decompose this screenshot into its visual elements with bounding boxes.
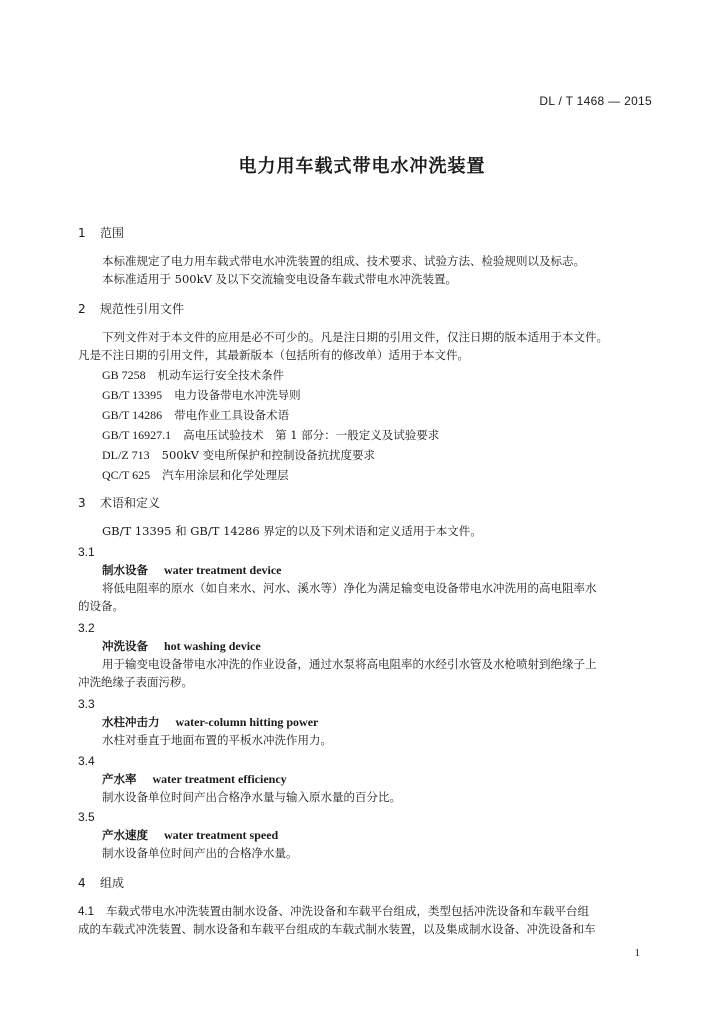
term-english: water treatment speed — [164, 828, 279, 842]
reference-code: GB/T 16927.1 — [102, 428, 172, 442]
reference-title: 机动车运行安全技术条件 — [157, 368, 285, 382]
reference-item — [102, 448, 375, 462]
reference-item — [102, 408, 289, 422]
page-number: 1 — [634, 947, 640, 959]
term-definition: 制水设备单位时间产出的合格净水量。 — [102, 846, 298, 860]
clause-line: 成的车载式冲洗装置、制水设备和车载平台组成的车载式制水装置，以及集成制水设备、冲洗设备和车 — [78, 922, 596, 936]
reference-code: QC/T 625 — [102, 468, 151, 482]
reference-item — [102, 368, 284, 382]
reference-title: 高电压试验技术 第 1 部分：一般定义及试验要求 — [183, 428, 440, 442]
section-title: 术语和定义 — [100, 496, 161, 510]
term-number: 3.5 — [78, 810, 95, 824]
paragraph: 凡是不注日期的引用文件，其最新版本（包括所有的修改单）适用于本文件。 — [78, 348, 469, 362]
term-chinese: 冲洗设备 — [102, 639, 148, 653]
reference-item — [102, 388, 301, 402]
clause-number: 4.1 — [78, 906, 94, 918]
term-heading — [102, 563, 282, 577]
term-heading — [102, 639, 261, 653]
standard-code: DL / T 1468 — 2015 — [539, 94, 652, 108]
term-english: water treatment efficiency — [152, 772, 287, 786]
reference-title: 带电作业工具设备术语 — [174, 408, 290, 422]
document-title: 电力用车载式带电水冲洗装置 — [238, 156, 486, 177]
section-title: 范围 — [100, 226, 125, 240]
reference-code: GB 7258 — [102, 368, 146, 382]
section-number: 1 — [78, 226, 86, 240]
term-heading — [102, 772, 287, 786]
clause-text: 车载式带电水冲洗装置由制水设备、冲洗设备和车载平台组成，类型包括冲洗设备和车载平台组 — [106, 904, 589, 918]
reference-title: 电力设备带电水冲洗导则 — [174, 388, 301, 402]
reference-title: 500kV 变电所保护和控制设备抗扰度要求 — [161, 448, 376, 462]
term-heading — [102, 828, 278, 842]
section-1-heading — [78, 226, 124, 240]
term-definition: 制水设备单位时间产出合格净水量与输入原水量的百分比。 — [102, 790, 401, 804]
reference-code: DL/Z 713 — [102, 448, 150, 462]
section-2-heading — [78, 302, 184, 316]
term-english: water-column hitting power — [175, 715, 319, 729]
term-number: 3.1 — [78, 545, 95, 559]
reference-code: GB/T 13395 — [102, 388, 163, 402]
section-3-heading — [78, 496, 160, 510]
reference-title: 汽车用涂层和化学处理层 — [162, 468, 289, 482]
term-chinese: 制水设备 — [102, 563, 148, 577]
term-number: 3.2 — [78, 621, 95, 635]
paragraph: 本标准规定了电力用车载式带电水冲洗装置的组成、技术要求、试验方法、检验规则以及标志。 — [102, 254, 585, 268]
section-number: 2 — [78, 302, 86, 316]
reference-code: GB/T 14286 — [102, 408, 163, 422]
term-definition: 的设备。 — [78, 599, 124, 613]
term-definition: 水柱对垂直于地面布置的平板水冲洗作用力。 — [102, 733, 332, 747]
term-definition: 用于输变电设备带电水冲洗的作业设备，通过水泵将高电阻率的水经引水管及水枪喷射到绝缘子上 — [102, 657, 597, 671]
reference-item — [102, 468, 289, 482]
term-english: hot washing device — [164, 639, 261, 653]
reference-item — [102, 428, 439, 442]
section-number: 3 — [78, 496, 86, 510]
section-number: 4 — [78, 876, 86, 890]
clause-line — [78, 904, 589, 919]
section-title: 组成 — [100, 876, 125, 890]
term-number: 3.3 — [78, 697, 95, 711]
section-4-heading — [78, 876, 124, 890]
paragraph: GB/T 13395 和 GB/T 14286 界定的以及下列术语和定义适用于本文件。 — [102, 524, 482, 538]
paragraph: 下列文件对于本文件的应用是必不可少的。凡是注日期的引用文件，仅注日期的版本适用于本文件。 — [102, 330, 608, 344]
term-definition: 将低电阻率的原水（如自来水、河水、溪水等）净化为满足输变电设备带电水冲洗用的高电阻率水 — [102, 581, 597, 595]
term-chinese: 水柱冲击力 — [102, 715, 160, 729]
paragraph: 本标准适用于 500kV 及以下交流输变电设备车载式带电水冲洗装置。 — [102, 272, 458, 286]
term-number: 3.4 — [78, 754, 95, 768]
term-chinese: 产水速度 — [102, 828, 148, 842]
term-chinese: 产水率 — [102, 772, 137, 786]
term-definition: 冲洗绝缘子表面污秽。 — [78, 675, 193, 689]
term-heading — [102, 715, 318, 729]
term-english: water treatment device — [164, 563, 282, 577]
section-title: 规范性引用文件 — [100, 302, 185, 316]
